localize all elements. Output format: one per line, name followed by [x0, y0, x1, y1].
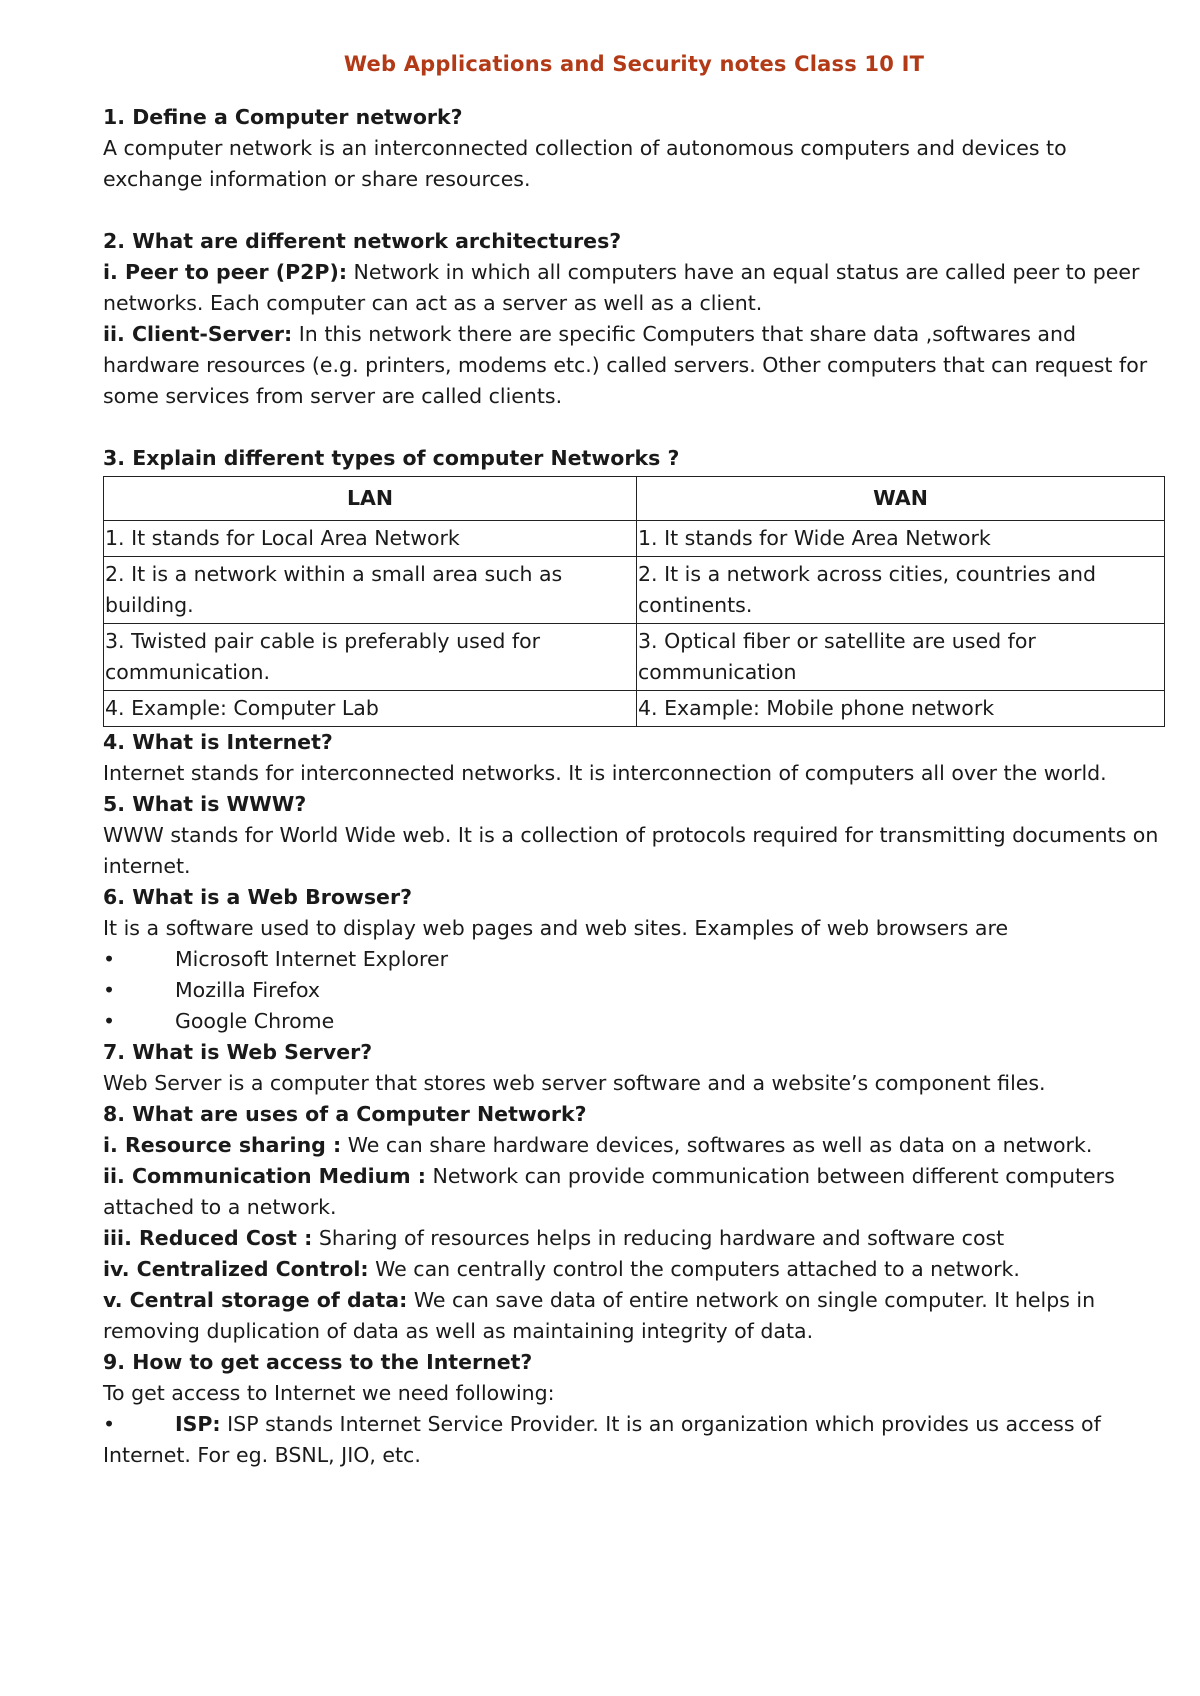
answer-item	[103, 1223, 1165, 1254]
list-item: • Mozilla Firefox	[103, 975, 1165, 1006]
bullet-icon: •	[103, 947, 116, 971]
answer-text: Internet stands for interconnected networks. It is interconnection of computers all over the world.	[103, 761, 1107, 785]
section-q8	[103, 1099, 1165, 1347]
table-row	[104, 521, 1165, 557]
question-heading: 8. What are uses of a Computer Network?	[103, 1102, 587, 1126]
item-label: ii. Client-Server:	[103, 322, 293, 346]
item-label: ISP:	[175, 1412, 221, 1436]
item-text: We can centrally control the computers attached to a network.	[368, 1257, 1020, 1281]
section-q1	[103, 102, 1165, 195]
answer-text: A computer network is an interconnected collection of autonomous computers and devices to exchange information or share resources.	[103, 136, 1067, 191]
bullet-icon: •	[103, 1412, 116, 1436]
section-q5	[103, 789, 1165, 882]
section-q4	[103, 727, 1165, 789]
document-title: Web Applications and Security notes Class 10 IT	[343, 52, 925, 76]
item-text: In this network there are specific Computers that share data ,softwares and hardware resources (e.g. printers, modems etc.) called servers. Other computers that can request for some services from server are called clients.	[103, 322, 1148, 408]
table-row	[104, 691, 1165, 727]
question-heading: 9. How to get access to the Internet?	[103, 1350, 533, 1374]
answer-text: WWW stands for World Wide web. It is a collection of protocols required for transmitting documents on internet.	[103, 823, 1159, 878]
answer-text: It is a software used to display web pages and web sites. Examples of web browsers are	[103, 916, 1009, 940]
table-row	[104, 557, 1165, 624]
table-row	[104, 624, 1165, 691]
bullet-icon: •	[103, 1009, 116, 1033]
table-cell: 4. Example: Computer Lab	[104, 691, 637, 727]
table-header-wan: WAN	[637, 477, 1165, 521]
lan-wan-table	[103, 476, 1165, 727]
item-text: ISP stands Internet Service Provider. It is an organization which provides us access of Internet. For eg. BSNL, JIO, etc.	[103, 1412, 1101, 1467]
answer-item	[103, 257, 1165, 319]
answer-item	[103, 1161, 1165, 1223]
question-heading: 1. Define a Computer network?	[103, 105, 463, 129]
list-item: • Microsoft Internet Explorer	[103, 944, 1165, 975]
section-q6	[103, 882, 1165, 1037]
section-q7	[103, 1037, 1165, 1099]
answer-item	[103, 1285, 1165, 1347]
answer-text: Web Server is a computer that stores web server software and a website’s component files.	[103, 1071, 1046, 1095]
question-heading: 7. What is Web Server?	[103, 1040, 373, 1064]
table-cell: 1. It stands for Local Area Network	[104, 521, 637, 557]
table-header-lan: LAN	[104, 477, 637, 521]
question-heading: 2. What are different network architectures?	[103, 229, 622, 253]
bullet-icon: •	[103, 978, 116, 1002]
answer-item	[103, 1130, 1165, 1161]
question-heading: 4. What is Internet?	[103, 730, 333, 754]
list-item: • Google Chrome	[103, 1006, 1165, 1037]
section-q3	[103, 443, 1165, 727]
item-label: iv. Centralized Control:	[103, 1257, 369, 1281]
table-header-row	[104, 477, 1165, 521]
item-label: ii. Communication Medium :	[103, 1164, 426, 1188]
item-text: We can share hardware devices, softwares as well as data on a network.	[341, 1133, 1093, 1157]
item-text: Network can provide communication between different computers attached to a network.	[103, 1164, 1115, 1219]
question-heading: 5. What is WWW?	[103, 792, 307, 816]
question-heading: 3. Explain different types of computer Networks ?	[103, 446, 680, 470]
item-text: Network in which all computers have an equal status are called peer to peer networks. Each computer can act as a server as well as a client.	[103, 260, 1140, 315]
answer-text: To get access to Internet we need following:	[103, 1381, 555, 1405]
table-cell: 2. It is a network across cities, countries and continents.	[637, 557, 1165, 624]
item-text: Sharing of resources helps in reducing hardware and software cost	[312, 1226, 1005, 1250]
section-q2	[103, 226, 1165, 412]
answer-item	[103, 1254, 1165, 1285]
question-heading: 6. What is a Web Browser?	[103, 885, 412, 909]
table-cell: 4. Example: Mobile phone network	[637, 691, 1165, 727]
item-label: i. Resource sharing :	[103, 1133, 342, 1157]
table-cell: 1. It stands for Wide Area Network	[637, 521, 1165, 557]
table-cell: 3. Twisted pair cable is preferably used for communication.	[104, 624, 637, 691]
table-cell: 3. Optical fiber or satellite are used for communication	[637, 624, 1165, 691]
item-label: v. Central storage of data:	[103, 1288, 408, 1312]
section-q9	[103, 1347, 1165, 1471]
document-page	[103, 52, 1165, 1471]
item-text: We can save data of entire network on single computer. It helps in removing duplication of data as well as maintaining integrity of data.	[103, 1288, 1096, 1343]
item-label: iii. Reduced Cost :	[103, 1226, 313, 1250]
isp-item	[103, 1409, 1165, 1471]
table-cell: 2. It is a network within a small area such as building.	[104, 557, 637, 624]
browser-list	[103, 944, 1165, 1037]
item-label: i. Peer to peer (P2P):	[103, 260, 348, 284]
answer-item	[103, 319, 1165, 412]
